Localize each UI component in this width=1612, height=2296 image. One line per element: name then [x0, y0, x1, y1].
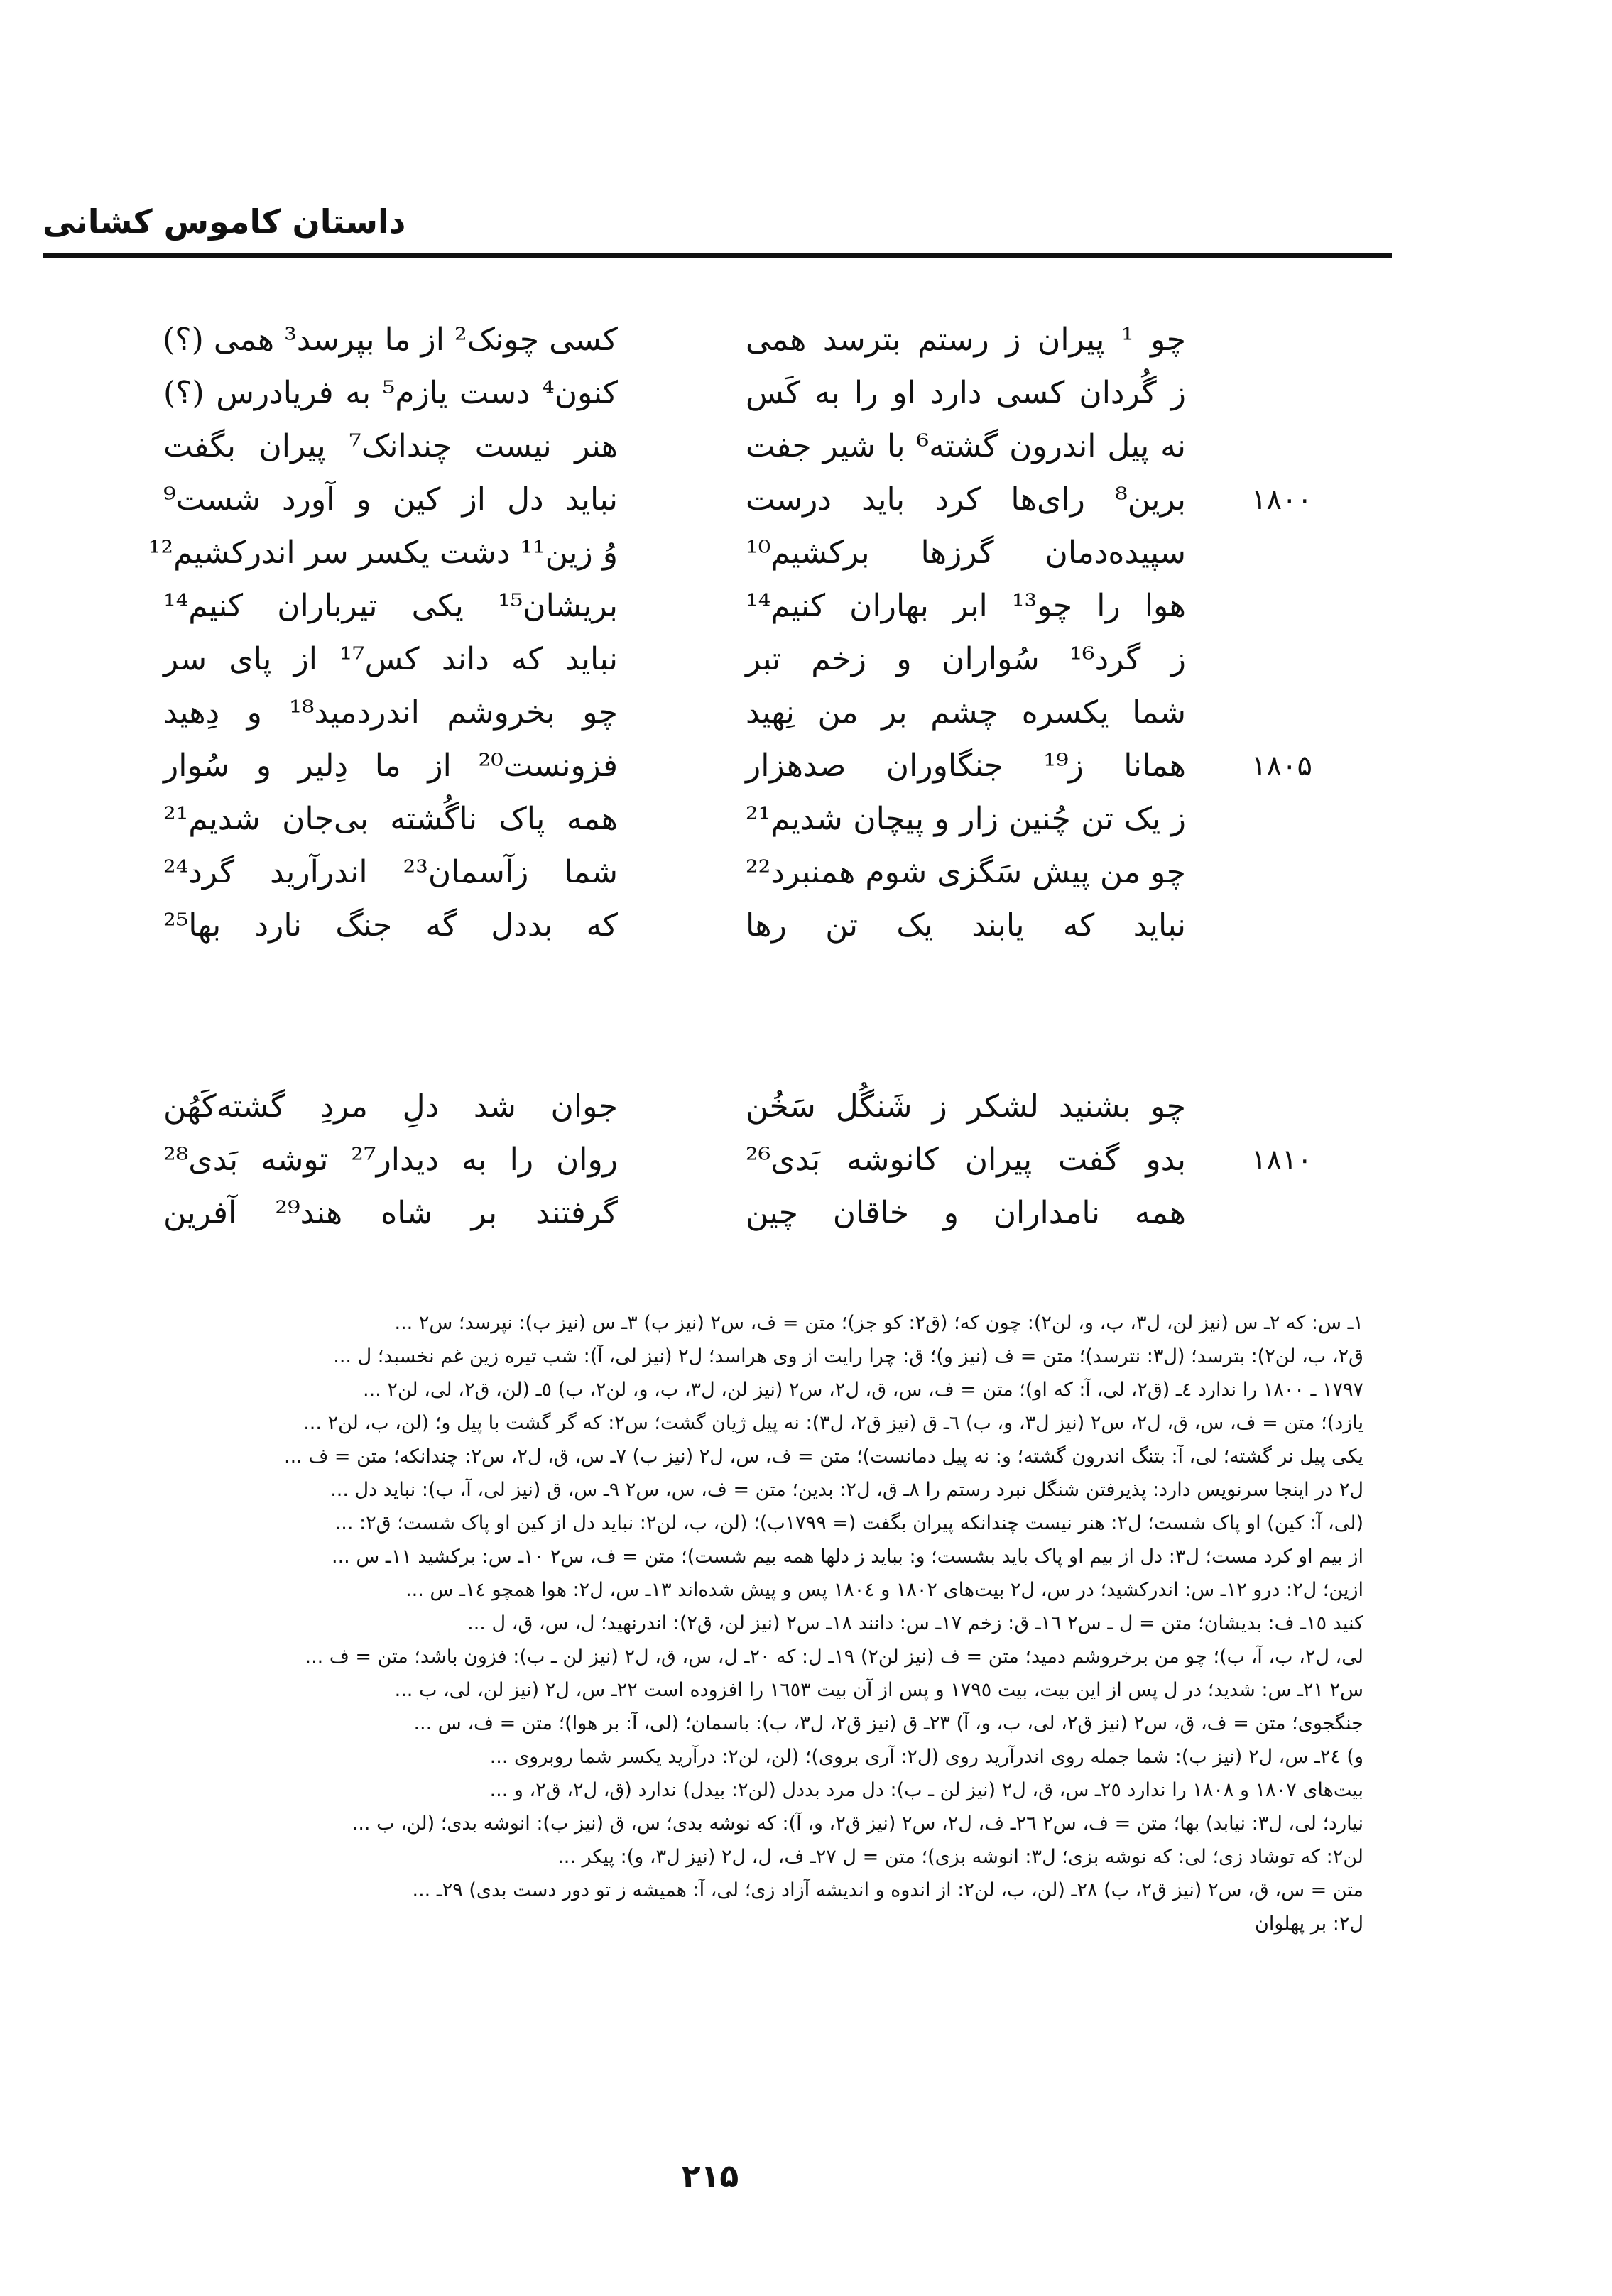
verse-row — [0, 472, 1612, 527]
hemistich-first: سپیده‌دمان گرزها برکشیم¹⁰ — [746, 535, 1186, 571]
footnote-line: (لی، آ: کین) او پاک شست؛ ل۲: هنر نیست چندانکه پیران بگفت (= ۱۷۹۹ب)؛ (لن، ب، لن۲: نباید دل از کین او پاک شست؛ ق۲: ... — [334, 1512, 1363, 1534]
verse-number: ۱۸۰۵ — [1251, 750, 1312, 782]
footnote-line: متن = س، ق، س۲ (نیز ق۲، ب) ۲۸ـ (لن، ب، لن۲: از اندوه و اندیشه آزاد زی؛ لی، آ: همیشه ز تو دور دست بدی) ۲۹ـ ... — [412, 1879, 1363, 1901]
verse-row — [0, 525, 1612, 581]
hemistich-first: هوا را چو¹³ ابر بهاران کنیم¹⁴ — [746, 588, 1186, 624]
verse-row — [0, 792, 1612, 847]
hemistich-first: نباید که یابند یک تن رها — [746, 907, 1186, 944]
footnote-line: یکی پیل نر گشته؛ لی، آ: بتنگ اندرون گشته؛ و: نه پیل دمانست)؛ متن = ف، س، ل۲ (نیز ب) ۷ـ س، ق، ل۲، س۲: چندانکه؛ متن = ف ... — [284, 1445, 1363, 1467]
verse-row — [0, 366, 1612, 421]
verse-row — [0, 1079, 1612, 1135]
hemistich-first: ز یک تن چُنین زار و پیچان شدیم²¹ — [746, 801, 1186, 837]
hemistich-first: شما یکسره چشم بر من نِهید — [746, 694, 1186, 731]
hemistich-first: چو بشنید لشکر ز شَنگُل سَخُن — [746, 1088, 1186, 1125]
hemistich-second: گرفتند بر شاه هند²⁹ آفرین — [163, 1195, 619, 1231]
verse-row — [0, 579, 1612, 634]
hemistich-second: بریشان¹⁵ یکی تیرباران کنیم¹⁴ — [163, 588, 618, 624]
hemistich-second: نباید که داند کس¹⁷ از پای سر — [163, 641, 618, 677]
footnote-line: ل۲ در اینجا سرنویس دارد: پذیرفتن شنگل نبرد رستم را ۸ـ ق، ل۲: بدین؛ متن = ف، س، س۲ ۹ـ س، ق (نیز لی، آ، ب): نباید دل ... — [330, 1479, 1363, 1501]
verse-number: ۱۸۱۰ — [1251, 1144, 1312, 1176]
footnote-line: کنید ۱٥ـ ف: بدیشان؛ متن = ل ـ س۲ ۱٦ـ ق: زخم ۱۷ـ س: دانند ۱۸ـ س۲ (نیز لن، ق۲): اندرنهید؛ ل، س، ق، ل ... — [467, 1612, 1363, 1634]
hemistich-second: کسی چونک² از ما بپرسد³ همی (؟) — [163, 322, 618, 358]
footnote-line: و) ۲٤ـ س، ل۲ (نیز ب): شما جمله روی اندرآرید روی (ل۲: آری بروی)؛ (لن، لن۲: درآرید یکسر شما روبروی ... — [489, 1746, 1363, 1768]
hemistich-second: وُ زین¹¹ دشت یکسر سر اندرکشیم¹² — [148, 535, 618, 571]
hemistich-second: همه پاک ناگُشته بی‌جان شدیم²¹ — [163, 801, 618, 837]
footnote-line: از بیم او کرد مست؛ ل۳: دل از بیم او پاک باید بشست؛ و: بباید ز دلها همه بیم شست)؛ متن = ف، س۲ ۱۰ـ س: برکشید ۱۱ـ س ... — [332, 1546, 1363, 1568]
hemistich-second: هنر نیست چندانک⁷ پیران بگفت — [163, 428, 618, 464]
footnote-line: ۱۷۹۷ ـ ۱۸۰۰ را ندارد ٤ـ (ق۲، لی، آ: که او)؛ متن = ف، س، ق، ل۲، س۲ (نیز لن، ل۳، ب، و، لن۲، ب) ٥ـ (لن، ق۲، لی، لن۲ ... — [362, 1379, 1363, 1401]
verse-row — [0, 898, 1612, 953]
footnote-line: لی، ل۲، ب، آ، ب)؛ چو من برخروشم دمید؛ متن = ف (نیز لن۲) ۱۹ـ ل: که ۲۰ـ ل، س، ق، ل۲ (نیز لن ـ ب): فزون باشد؛ متن = ف ... — [305, 1646, 1363, 1668]
verse-row — [0, 845, 1612, 900]
hemistich-second: کنون⁴ دست یازم⁵ به فریادرس (؟) — [163, 375, 618, 411]
footnotes — [21, 1306, 1363, 1940]
verse-number: ۱۸۰۰ — [1251, 483, 1312, 516]
hemistich-second: روان را به دیدار²⁷ توشه بَدی²⁸ — [163, 1142, 618, 1178]
hemistich-second: که بددل گه جنگ نارد بها²⁵ — [163, 907, 618, 944]
hemistich-second: نباید دل از کین و آورد شست⁹ — [163, 481, 618, 518]
running-header: داستان کاموس کشانی — [43, 202, 406, 241]
footnote-line: ازین؛ ل۲: درو ۱۲ـ س: اندرکشید؛ در س، ل۲ بیت‌های ۱۸۰۲ و ۱۸۰٤ پس و پیش شده‌اند ۱۳ـ س، ل۲: هوا همچو ۱٤ـ س ... — [405, 1579, 1363, 1601]
hemistich-first: همانا ز¹⁹ جنگاوران صدهزار — [746, 748, 1186, 784]
hemistich-first: همه نامداران و خاقان چین — [746, 1195, 1186, 1231]
hemistich-second: چو بخروشم اندردمید¹⁸ و دِهید — [163, 694, 618, 731]
verse-row — [0, 312, 1612, 368]
footnote-line: ۱ـ س: که ۲ـ س (نیز لن، ل۳، ب، و، لن۲): چون که؛ (ق۲: کو جز)؛ متن = ف، س۲ (نیز ب) ۳ـ س (نیز ب): نپرسد؛ س۲ ... — [394, 1312, 1363, 1334]
hemistich-second: جوان شد دلِ مردِ گشته‌کَهُن — [163, 1088, 618, 1125]
verse-row — [0, 1132, 1612, 1188]
footnote-line: بیت‌های ۱۸۰۷ و ۱۸۰۸ را ندارد ۲٥ـ س، ق، ل۲ (نیز لن ـ ب): دل مرد بددل (لن۲: بیدل) ندارد (ق، ل۲، ق۲، و ... — [489, 1779, 1363, 1801]
footnote-line: ق۲، ب، لن۲): بترسد؛ (ل۳: نترسد)؛ متن = ف (نیز و)؛ ق: چرا رایت از وی هراسد؛ ل۲ (نیز لی، آ): شب تیره زین غم نخسبد؛ ل ... — [333, 1345, 1363, 1367]
hemistich-first: ز گرد¹⁶ سُواران و زخم تبر — [746, 641, 1186, 677]
verse-row — [0, 685, 1612, 740]
verse-row — [0, 1186, 1612, 1241]
hemistich-first: بدو گفت پیران کانوشه بَدی²⁶ — [746, 1142, 1186, 1178]
hemistich-first: چو من پیش سَگزی شوم همنبرد²² — [746, 854, 1186, 890]
footnote-line: جنگجوی؛ متن = ف، ق، س۲ (نیز ق۲، لی، ب، و، آ) ۲۳ـ ق (نیز ق۲، ل۳، ب): باسمان؛ (لی، آ: بر هوا)؛ متن = ف، س ... — [413, 1712, 1363, 1734]
footnote-line: ل۲: بر پهلوان — [1255, 1913, 1363, 1935]
hemistich-first: چو ¹ پیران ز رستم بترسد همی — [746, 322, 1186, 358]
hemistich-second: شما زآسمان²³ اندرآرید گرد²⁴ — [163, 854, 618, 890]
footnote-line: س۲ ۲۱ـ س: شدید؛ در ل پس از این بیت، بیت ۱۷۹٥ و پس از آن بیت ۱٦٥۳ را افزوده است ۲۲ـ س، ل۲ (نیز لن، لی، ب ... — [394, 1679, 1363, 1701]
footnote-line: لن۲: که توشاد زی؛ لی: که نوشه بزی؛ ل۳: انوشه بزی)؛ متن = ل ۲۷ـ ف، ل، ل۲ (نیز ل۳، و): پیکر ... — [557, 1846, 1363, 1868]
page-number: ۲۱۵ — [681, 2158, 739, 2194]
footnote-line: یازد)؛ متن = ف، س، ق، ل۲، س۲ (نیز ل۳، و، ب) ٦ـ ق (نیز ق۲، ل۳): نه پیل ژیان گشت؛ س۲: که گر گشت با پیل و؛ (لن، ب، لن۲ ... — [303, 1412, 1363, 1434]
verse-row — [0, 738, 1612, 794]
verse-row — [0, 419, 1612, 474]
hemistich-first: برین⁸ رای‌ها کرد باید درست — [746, 481, 1186, 518]
footnote-line: نیارد؛ لی، ل۳: نیابد) بها؛ متن = ف، س۲ ۲٦ـ ف، ل۲، س۲ (نیز ق۲، و، آ): که نوشه بدی؛ س، ق (نیز ب): انوشه بدی؛ (لن، ب ... — [352, 1813, 1363, 1835]
header-rule — [43, 253, 1392, 258]
hemistich-first: نه پیل اندرون گشته⁶ با شیر جفت — [746, 428, 1186, 464]
hemistich-second: فزونست²⁰ از ما دِلیر و سُوار — [163, 748, 618, 784]
hemistich-first: ز گُردان کسی دارد او را به کَس — [746, 375, 1186, 411]
verse-row — [0, 632, 1612, 687]
